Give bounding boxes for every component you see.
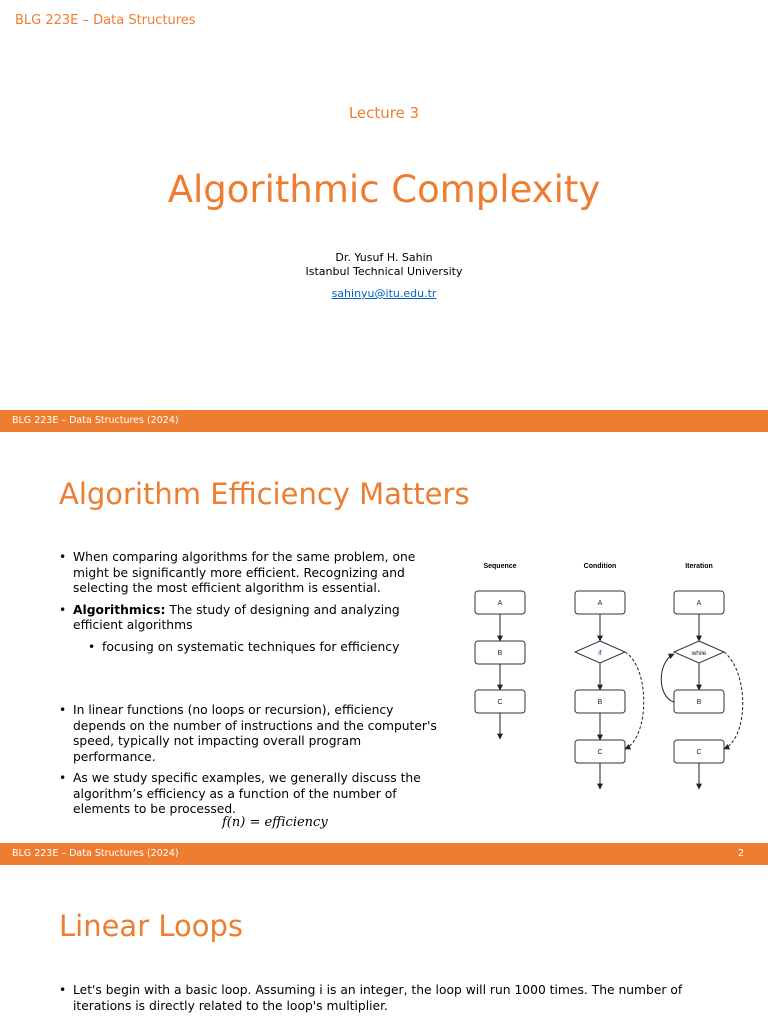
footer-text: BLG 223E – Data Structures (2024)	[12, 848, 179, 859]
email-link[interactable]: sahinyu@itu.edu.tr	[331, 287, 437, 300]
slide-title-efficiency: Algorithm Efficiency Matters	[59, 477, 470, 511]
slide-title-linear-loops: Linear Loops	[59, 909, 243, 943]
iter-arrow-loop-back	[661, 654, 674, 702]
cond-label-c: C	[597, 749, 603, 756]
cond-label-if: if	[598, 650, 602, 657]
slide-footer	[0, 410, 768, 432]
algorithmics-term: Algorithmics:	[73, 602, 166, 617]
iter-label-c: C	[696, 749, 702, 756]
sub-bullet-techniques: • focusing on systematic techniques for efficiency	[59, 640, 444, 656]
bullet-linear-functions: • In linear functions (no loops or recursion), efficiency depends on the number of instructions and the computer's speed, typically not impacting overall program performance.	[59, 703, 444, 765]
bullet-basic-loop: • Let's begin with a basic loop. Assuming i is an integer, the loop will run 1000 times. The number of iterations is directly related to the loop's multiplier.	[59, 983, 739, 1014]
iter-arrow-exit	[724, 652, 743, 749]
seq-label-b: B	[497, 650, 503, 657]
iter-label-while: while	[691, 650, 707, 657]
diagram-header-condition: Condition	[583, 563, 617, 570]
bullet-algorithmics	[59, 603, 444, 634]
iter-label-b: B	[696, 699, 702, 706]
slide-footer	[0, 843, 768, 865]
bullet-specific-examples: • As we study specific examples, we generally discuss the algorithm’s efficiency as a function of the number of elements to be processed.	[59, 771, 444, 818]
control-flow-diagram	[465, 552, 755, 797]
iter-label-a: A	[696, 600, 702, 607]
bullet-list-bottom	[59, 703, 444, 824]
course-header: BLG 223E – Data Structures	[15, 13, 196, 28]
cond-arrow-skip	[625, 652, 644, 749]
bullet-list-linear-loops	[59, 983, 739, 1020]
efficiency-formula: f(n) = efficiency	[222, 815, 328, 830]
cond-label-a: A	[597, 600, 603, 607]
university-name: Istanbul Technical University	[305, 265, 463, 278]
author-name: Dr. Yusuf H. Sahin	[335, 251, 433, 264]
lecture-number: Lecture 3	[348, 104, 420, 122]
cond-label-b: B	[597, 699, 603, 706]
diagram-header-sequence: Sequence	[483, 563, 517, 570]
page-number: 2	[737, 848, 744, 859]
footer-text: BLG 223E – Data Structures (2024)	[12, 415, 179, 426]
seq-label-a: A	[497, 600, 503, 607]
diagram-header-iteration: Iteration	[685, 563, 713, 570]
slide-title-main: Algorithmic Complexity	[167, 168, 601, 211]
bullet-list-top	[59, 550, 444, 661]
algorithmics-definition: The study of designing and analyzing efficient algorithms	[73, 602, 400, 632]
bullet-comparing-algorithms: • When comparing algorithms for the same problem, one might be significantly more efficient. Recognizing and selecting the most efficient algorithm is essential.	[59, 550, 444, 597]
seq-label-c: C	[497, 699, 503, 706]
